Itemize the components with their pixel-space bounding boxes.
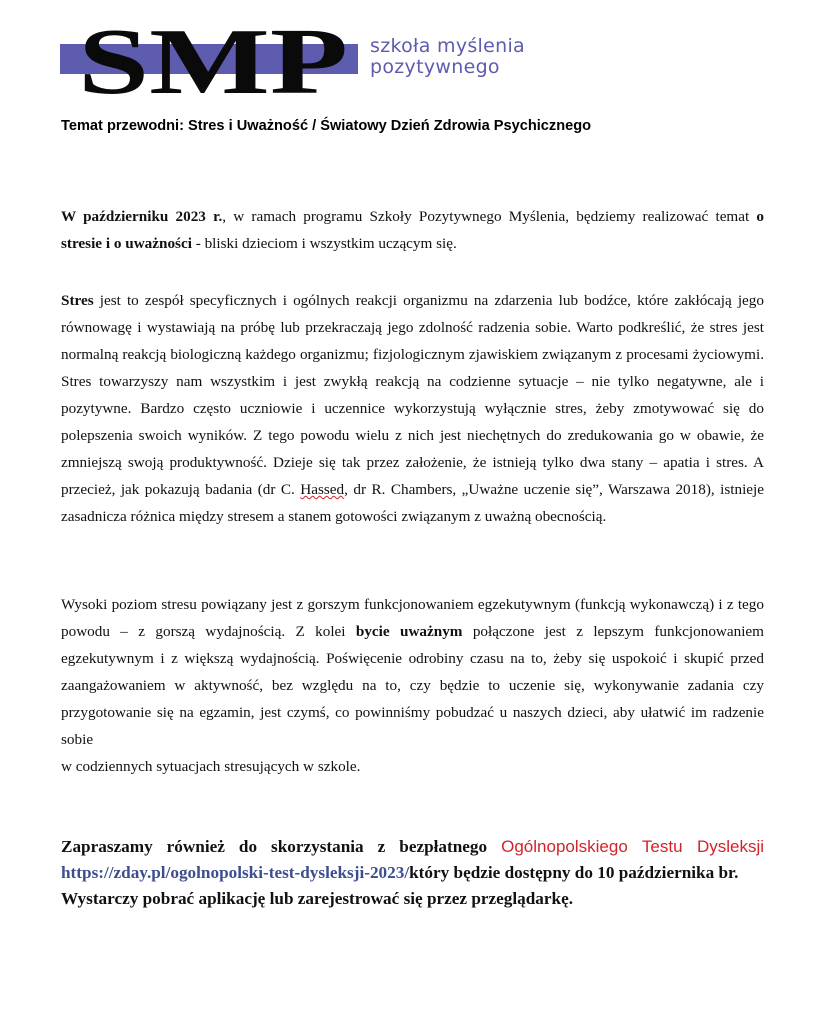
invitation-paragraph: Zapraszamy również do skorzystania z bezpłatnego Ogólnopolskiego Testu Dysleksji https://zday.pl/ogolnopolski-test-dysleksji-2023/który będzie dostępny do 10 października br. Wystarczy pobrać aplikację lub zarejestrować się przez przeglądarkę. <box>61 834 764 912</box>
logo-tagline <box>370 36 525 78</box>
mindfulness-term: bycie uważnym <box>355 623 463 640</box>
theme-heading: Temat przewodni: Stres i Uważność / Światowy Dzień Zdrowia Psychicznego <box>61 118 592 134</box>
stress-paragraph: Stres jest to zespół specyficznych i ogólnych reakcji organizmu na zdarzenia lub bodźce, które zakłócają jego równowagę i wystawiają na próbę lub przekraczają jego zdolność radzenia sobie. Warto podkreślić, że stres jest normalną reakcją biologiczną każdego organizmu; fizjologicznym zjawiskiem związanym z procesami życiowymi. Stres towarzyszy nam wszystkim i jest zwykłą reakcją na codzienne sytuacje – nie tylko negatywne, ale i pozytywne. Bardzo często uczniowie i uczennice wykorzystują wyłącznie stres, żeby zmotywować się do polepszenia swoich wyników. Z tego powodu wielu z nich jest niechętnych do zredukowania go w obawie, że zmniejszą swoją produktywność. Dzieje się tak przez założenie, że istnieją tylko dwa stany – apatia i stres. A przecież, jak pokazują badania (dr C. Hassed, dr R. Chambers, „Uważne uczenie się”, Warszawa 2018), istnieje zasadnicza różnica między stresem a stanem gotowości związanym z uważną obecnością. <box>61 292 764 525</box>
logo-tagline-line2: pozytywnego <box>370 56 500 78</box>
invite-instructions: Wystarczy pobrać aplikację lub zarejestrować się przez przeglądarkę. <box>61 889 574 908</box>
stress-term: Stres <box>61 292 94 309</box>
spellcheck-word: Hassed <box>300 481 345 498</box>
dyslexia-test-link[interactable]: https://zday.pl/ogolnopolski-test-dysleksji-2023/ <box>61 863 410 882</box>
svg-text:SMP: SMP <box>78 22 348 102</box>
dyslexia-test-name: Ogólnopolskiego Testu Dysleksji <box>501 837 765 856</box>
smp-logo <box>60 22 580 102</box>
intro-date: W październiku 2023 r. <box>61 208 223 225</box>
intro-paragraph: W październiku 2023 r., w ramach programu Szkoły Pozytywnego Myślenia, będziemy realizować temat o stresie i o uważności - bliski dzieciom i wszystkim uczącym się. <box>61 208 764 252</box>
intro-topic: o stresie i o uważności <box>61 208 764 252</box>
logo-tagline-line1: szkoła myślenia <box>370 35 525 57</box>
stress-level-paragraph: Wysoki poziom stresu powiązany jest z gorszym funkcjonowaniem egzekutywnym (funkcją wykonawczą) i z tego powodu – z gorszą wydajnością. Z kolei bycie uważnym połączone jest z lepszym funkcjonowaniem egzekutywnym i z większą wydajnością. Poświęcenie odrobiny czasu na to, żeby się uspokoić i skupić przed zaangażowaniem w aktywność, bez względu na to, czy będzie to uczenie się, wykonywanie zadania czy przygotowanie się na egzamin, jest czymś, co powinniśmy pobudzać u naszych dzieci, aby ułatwić im radzenie sobie w codziennych sytuacjach stresujących w szkole. <box>61 596 764 775</box>
logo-letters <box>60 22 360 102</box>
